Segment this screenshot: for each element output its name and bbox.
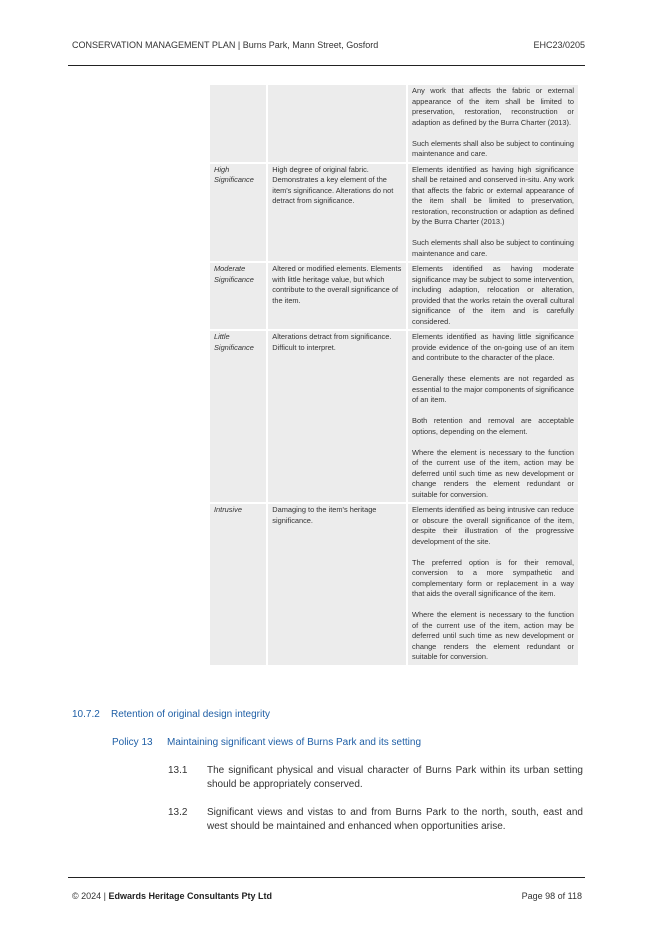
action-cell — [408, 85, 578, 162]
table-row — [210, 85, 578, 162]
action-paragraph: Elements identified as having moderate significance may be subject to some intervention, including adaption, relocation or alteration, provided that the works retain the overall cultural significance of the item and is carefully considered. — [412, 264, 574, 326]
significance-level-cell: Intrusive — [210, 504, 266, 665]
page-number: Page 98 of 118 — [521, 891, 582, 901]
action-paragraph: Such elements shall also be subject to continuing maintenance and care. — [412, 238, 574, 258]
section-heading — [72, 709, 270, 720]
action-paragraph: Elements identified as having little significance provide evidence of the on-going use of an item and contribute to the character of the place. — [412, 332, 574, 362]
policy-item-text: The significant physical and visual character of Burns Park within its urban setting should be appropriately conserved. — [207, 765, 583, 790]
document-reference: EHC23/0205 — [533, 40, 585, 50]
action-paragraph: Where the element is necessary to the function of the current use of the item, action may be deferred until such time as new development or change renders the element redundant or suitable for conversion. — [412, 610, 574, 661]
justification-cell — [268, 85, 406, 162]
policy-item-number: 13.2 — [168, 807, 188, 818]
justification-cell: Altered or modified elements. Elements with little heritage value, but which contribute to the overall significance of the item. — [268, 263, 406, 329]
action-paragraph: The preferred option is for their removal, conversion to a more sympathetic and complementary form or replacement in a way that aids the overall significance of the item. — [412, 557, 574, 598]
significance-table — [208, 83, 580, 667]
significance-level-cell — [210, 85, 266, 162]
action-paragraph: Both retention and removal are acceptable options, depending on the element. — [412, 416, 574, 436]
policy-title: Maintaining significant views of Burns Park and its setting — [167, 737, 422, 748]
action-paragraph: Elements identified as having high significance shall be retained and conserved in-situ. Any work that affects the fabric or external appearance of the item shall be limited to preservation, restoration, reconstruction or adaption as defined by the Burra Charter (2013.) — [412, 164, 574, 226]
action-cell — [408, 504, 578, 665]
policy-item — [168, 764, 583, 792]
header-divider — [68, 65, 585, 66]
significance-level-cell: Little Significance — [210, 331, 266, 502]
action-paragraph: Elements identified as being intrusive can reduce or obscure the overall significance of the item, despite their illustration of the progressive development of the site. — [412, 505, 574, 546]
footer-credit — [72, 891, 272, 901]
justification-cell: Damaging to the item's heritage significance. — [268, 504, 406, 665]
policy-number: Policy 13 — [112, 737, 153, 748]
justification-cell: High degree of original fabric. Demonstrates a key element of the item's significance. Alterations do not detract from significance. — [268, 164, 406, 262]
document-title: CONSERVATION MANAGEMENT PLAN | Burns Park, Mann Street, Gosford — [72, 40, 379, 50]
action-paragraph: Any work that affects the fabric or external appearance of the item shall be limited to preservation, restoration, reconstruction or adaption as defined by the Burra Charter (2013). — [412, 86, 574, 127]
section-number: 10.7.2 — [72, 709, 100, 720]
section-title: Retention of original design integrity — [111, 709, 270, 720]
significance-level-cell: Moderate Significance — [210, 263, 266, 329]
page-header — [72, 40, 585, 54]
justification-cell: Alterations detract from significance. Difficult to interpret. — [268, 331, 406, 502]
policy-item-text: Significant views and vistas to and from Burns Park to the north, south, east and west should be maintained and enhanced when opportunities arise. — [207, 807, 583, 832]
action-cell — [408, 331, 578, 502]
company-name: Edwards Heritage Consultants Pty Ltd — [108, 891, 273, 901]
policy-item-number: 13.1 — [168, 765, 188, 776]
action-paragraph: Where the element is necessary to the function of the current use of the item, action may be deferred until such time as new development or change renders the element redundant or suitable for conversion. — [412, 447, 574, 499]
action-paragraph: Such elements shall also be subject to continuing maintenance and care. — [412, 138, 574, 158]
significance-level-cell: High Significance — [210, 164, 266, 262]
action-cell — [408, 263, 578, 329]
copyright-text: © 2024 | — [72, 891, 106, 901]
action-cell — [408, 164, 578, 262]
table-row — [210, 504, 578, 665]
footer-divider — [68, 877, 585, 878]
page-footer — [72, 891, 582, 901]
policy-item — [168, 806, 583, 834]
action-paragraph: Generally these elements are not regarded as essential to the major components of significance of an item. — [412, 374, 574, 404]
table-row — [210, 164, 578, 262]
table-row — [210, 331, 578, 502]
policy-heading — [112, 737, 421, 748]
table-row — [210, 263, 578, 329]
